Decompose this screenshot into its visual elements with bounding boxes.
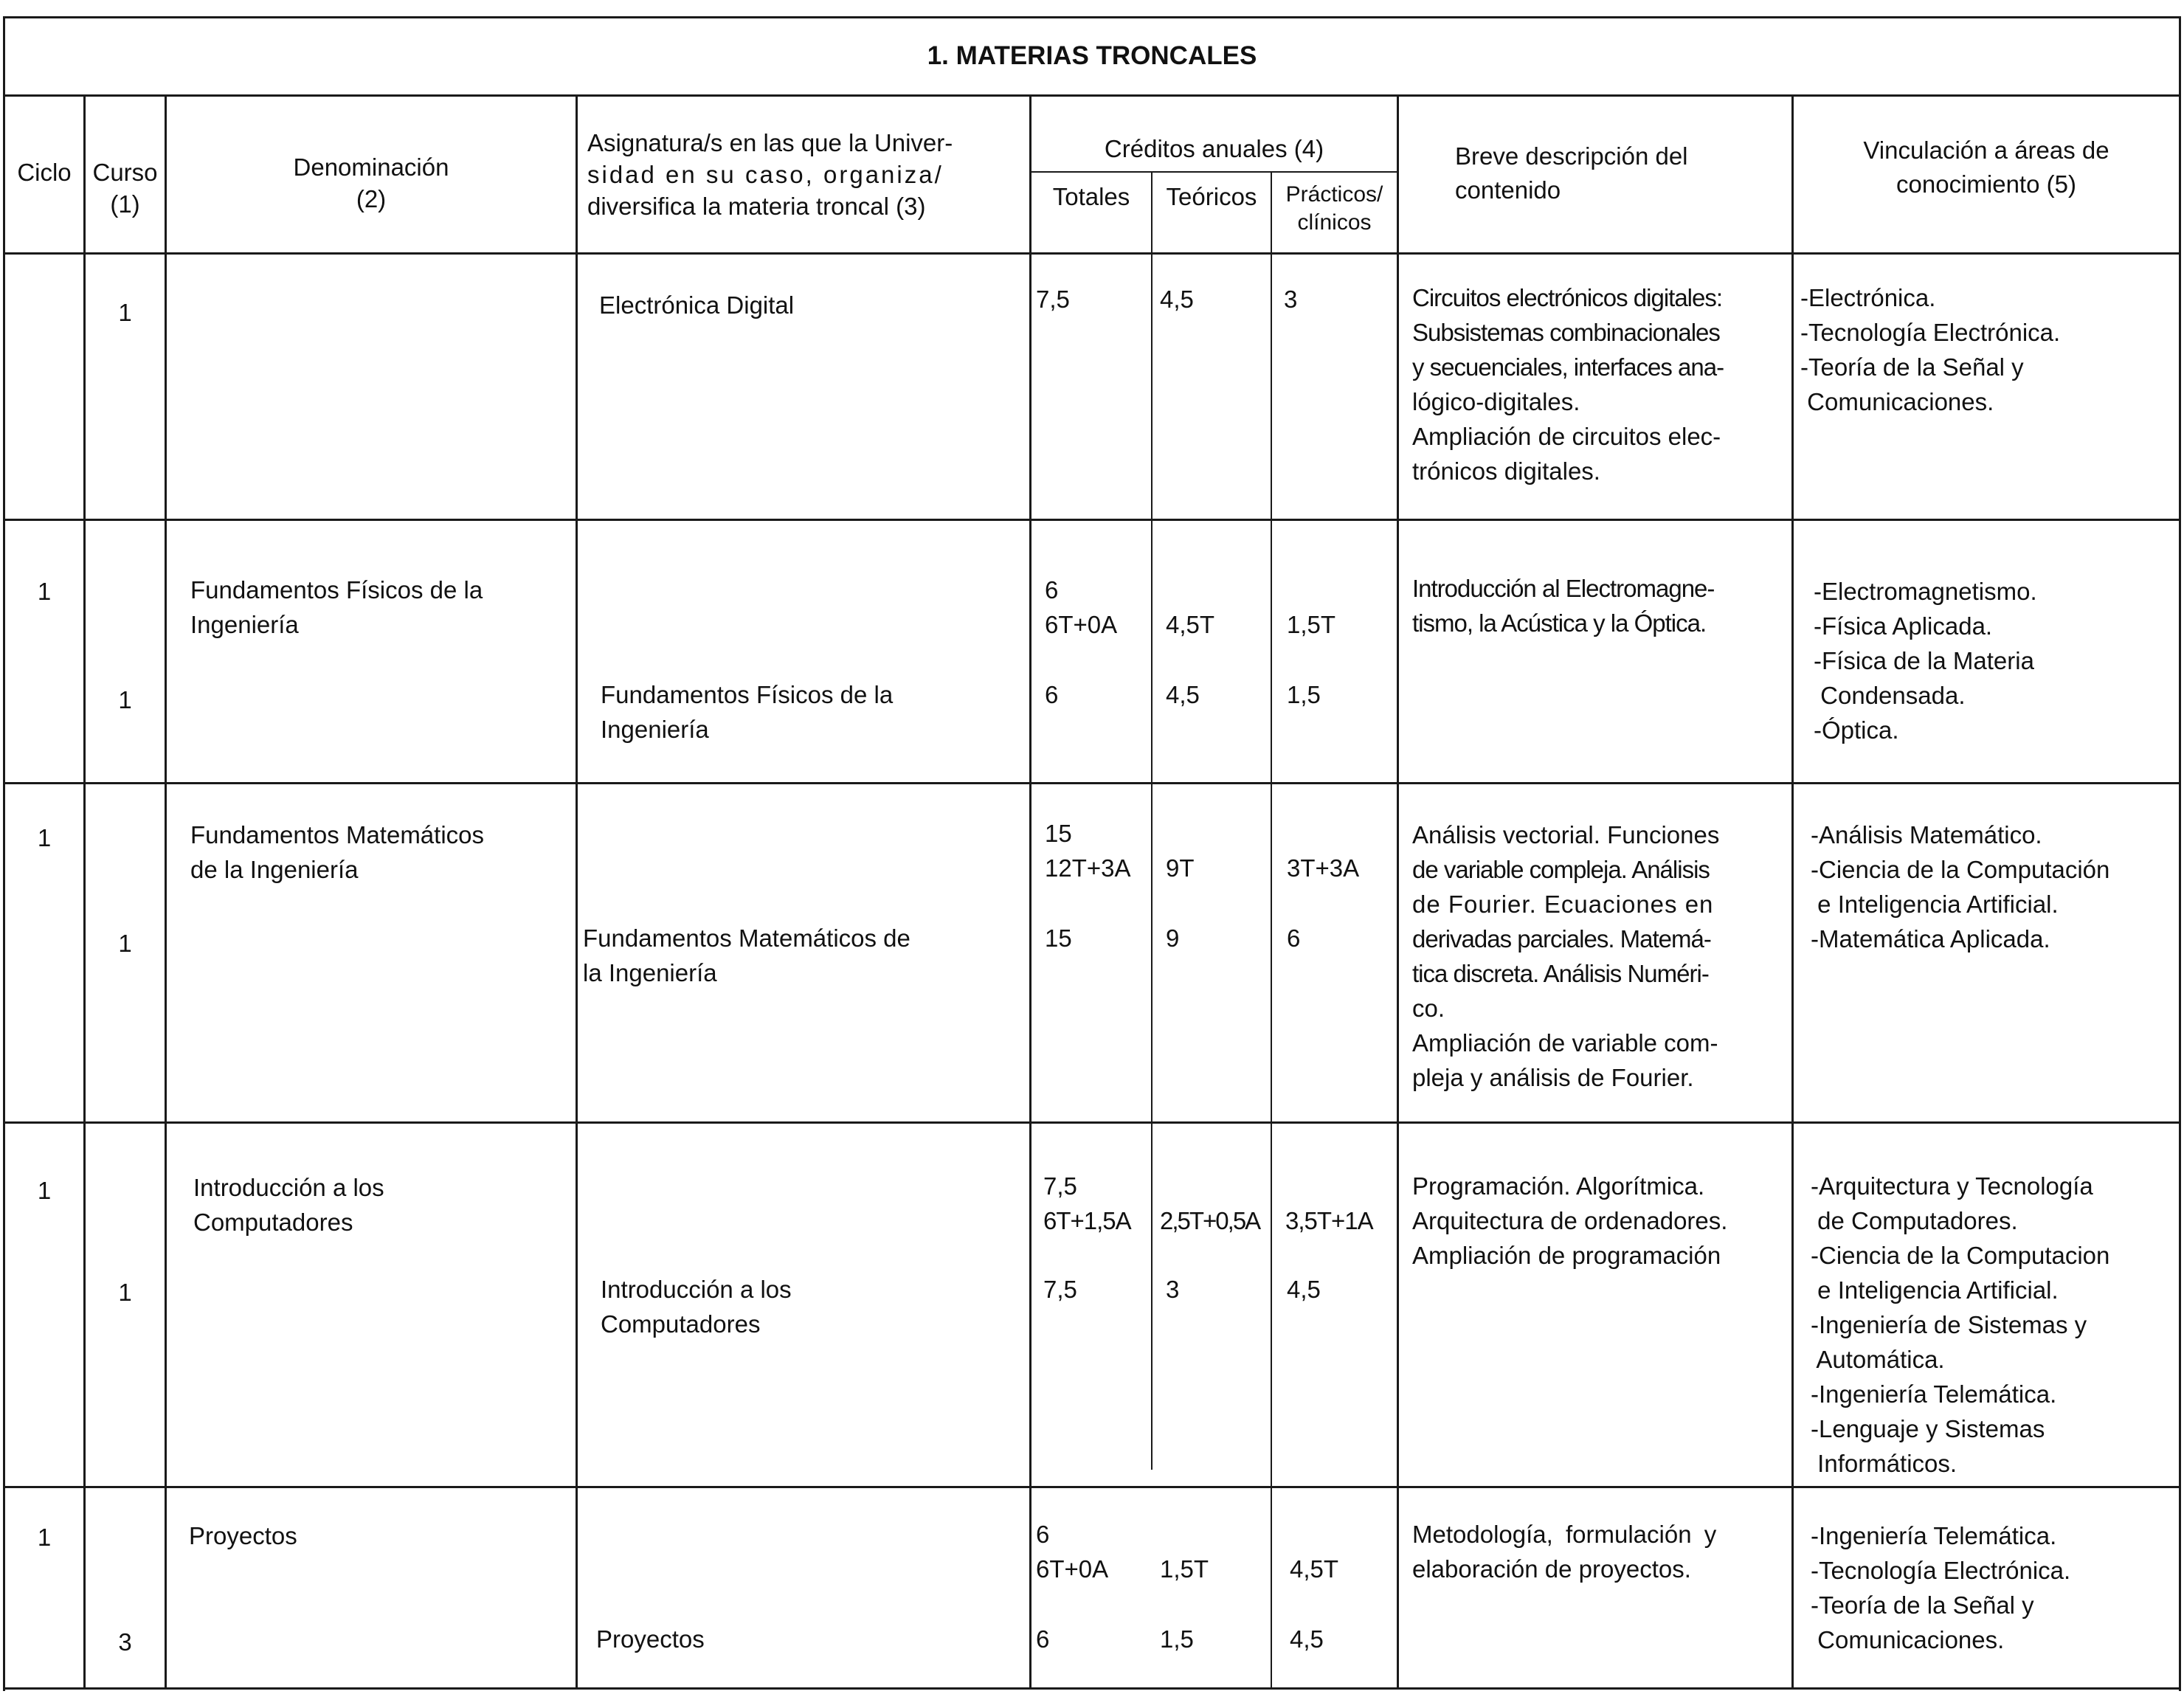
row-descripcion-line: tica discreta. Análisis Numéri- [1412, 960, 1709, 987]
col-rule-asignatura [1029, 94, 1031, 1690]
row-ciclo: 1 [37, 824, 52, 851]
row-curso: 1 [118, 930, 132, 957]
row-vinculacion-line: -Ingeniería Telemática. [1811, 1522, 2057, 1549]
header-denominacion-note: (2) [356, 185, 387, 212]
col-rule-curso [165, 94, 167, 1690]
header-totales: Totales [1052, 183, 1130, 210]
row-practicos: 1,5 [1287, 681, 1321, 708]
row-asignatura: Electrónica Digital [599, 291, 795, 319]
row-ciclo: 1 [37, 1177, 52, 1204]
row-practicos: 4,5 [1290, 1625, 1324, 1653]
row-materia-practicos: 3,5T+1A [1285, 1207, 1373, 1234]
col-rule-descripcion [1791, 94, 1794, 1690]
frame-top [3, 16, 2181, 18]
header-practicos-1: Prácticos/ [1285, 182, 1383, 207]
row-vinculacion-line: -Física de la Materia [1814, 647, 2034, 674]
row-descripcion-line: Ampliación de circuitos elec- [1412, 423, 1721, 450]
row-totales: 7,5 [1036, 286, 1070, 313]
row-denominacion-line: de la Ingeniería [190, 856, 359, 883]
header-creditos: Créditos anuales (4) [1104, 135, 1324, 162]
row-rule-3 [3, 1121, 2181, 1124]
header-asignaturas-2: sidad en su caso, organiza/ [587, 161, 944, 188]
header-asignaturas-3: diversifica la materia troncal (3) [587, 193, 926, 220]
row-descripcion-line: de Fourier. Ecuaciones en [1412, 891, 1714, 918]
row-descripcion-line: derivadas parciales. Matemá- [1412, 925, 1711, 953]
row-vinculacion-line: e Inteligencia Artificial. [1811, 891, 2059, 918]
row-curso: 3 [118, 1628, 132, 1656]
table-title: 1. MATERIAS TRONCALES [927, 41, 1257, 70]
row-asignatura-line: la Ingeniería [583, 959, 717, 986]
title-rule [3, 94, 2181, 97]
header-descripcion-2: contenido [1455, 176, 1561, 204]
row-materia-totales: 15 [1045, 820, 1072, 847]
row-asignatura-line: Fundamentos Físicos de la [601, 681, 894, 708]
col-rule-ciclo [83, 94, 86, 1690]
row-descripcion-line: y secuenciales, interfaces ana- [1412, 353, 1724, 381]
row-vinculacion-line: -Teoría de la Señal y [1811, 1591, 2034, 1619]
col-rule-teoricos [1271, 171, 1272, 1690]
row-asignatura-line: Computadores [601, 1310, 761, 1338]
header-vinculacion-2: conocimiento (5) [1896, 170, 2076, 198]
row-denominacion-line: Fundamentos Matemáticos [190, 821, 485, 848]
row-descripcion-line: Subsistemas combinacionales [1412, 319, 1720, 346]
row-rule-1 [3, 519, 2181, 521]
header-descripcion-1: Breve descripción del [1455, 142, 1688, 170]
row-vinculacion-line: de Computadores. [1811, 1207, 2018, 1234]
row-curso: 1 [118, 1279, 132, 1306]
row-materia-split: 6T+0A [1045, 611, 1118, 638]
col-rule-denominacion [576, 94, 578, 1690]
row-teoricos: 3 [1166, 1276, 1180, 1303]
header-rule [3, 252, 2181, 255]
row-vinculacion-line: -Ingeniería de Sistemas y [1811, 1311, 2087, 1338]
row-rule-4 [3, 1486, 2181, 1488]
row-teoricos: 4,5 [1160, 286, 1194, 313]
row-vinculacion-line: Condensada. [1814, 682, 1966, 709]
row-ciclo: 1 [37, 1524, 52, 1551]
row-descripcion-line: Arquitectura de ordenadores. [1412, 1207, 1728, 1234]
row-descripcion-line: Programación. Algorítmica. [1412, 1172, 1705, 1200]
row-teoricos: 9 [1166, 924, 1180, 952]
row-descripcion-line: co. [1412, 995, 1445, 1022]
row-vinculacion-line: -Teoría de la Señal y [1800, 353, 2024, 381]
row-materia-split: 12T+3A [1045, 854, 1131, 882]
row-vinculacion-line: -Electrónica. [1800, 284, 1936, 311]
header-teoricos: Teóricos [1166, 183, 1257, 210]
header-asignaturas-1: Asignatura/s en las que la Univer- [587, 129, 953, 156]
row-denominacion-line: Ingeniería [190, 611, 299, 638]
row-vinculacion-line: -Arquitectura y Tecnología [1811, 1172, 2093, 1200]
row-vinculacion-line: -Electromagnetismo. [1814, 578, 2037, 605]
row-denominacion-line: Introducción a los [193, 1174, 384, 1201]
row-vinculacion-line: Comunicaciones. [1811, 1626, 2005, 1653]
frame-bottom [3, 1687, 2181, 1690]
row-vinculacion-line: -Tecnología Electrónica. [1811, 1557, 2071, 1584]
row-denominacion-line: Fundamentos Físicos de la [190, 576, 483, 604]
row-descripcion-line: de variable compleja. Análisis [1412, 856, 1710, 883]
row-materia-split: 6T+1,5A [1043, 1207, 1131, 1234]
row-materia-split: 6T+0A [1036, 1555, 1109, 1583]
row-denominacion-line: Computadores [193, 1209, 353, 1236]
header-ciclo: Ciclo [17, 159, 72, 186]
row-vinculacion-line: -Ingeniería Telemática. [1811, 1380, 2057, 1408]
row-asignatura-line: Proyectos [596, 1625, 705, 1653]
row-asignatura-line: Introducción a los [601, 1276, 792, 1303]
row-vinculacion-line: -Tecnología Electrónica. [1800, 319, 2061, 346]
row-materia-teoricos: 9T [1166, 854, 1195, 882]
row-vinculacion-line: -Análisis Matemático. [1811, 821, 2042, 848]
row-descripcion-line: elaboración de proyectos. [1412, 1555, 1691, 1583]
row-descripcion-line: tismo, la Acústica y la Óptica. [1412, 609, 1707, 637]
row-vinculacion-line: -Óptica. [1814, 716, 1899, 744]
header-practicos-2: clínicos [1297, 210, 1372, 235]
row-descripcion-line: lógico-digitales. [1412, 388, 1580, 415]
header-vinculacion-1: Vinculación a áreas de [1863, 136, 2109, 164]
row-materia-practicos: 3T+3A [1287, 854, 1360, 882]
row-descripcion-line: Metodología, formulación y [1412, 1521, 1717, 1548]
row-vinculacion-line: Informáticos. [1811, 1450, 1957, 1477]
row-asignatura-line: Ingeniería [601, 716, 709, 743]
row-materia-totales: 6 [1036, 1521, 1050, 1548]
row-vinculacion-line: Comunicaciones. [1800, 388, 1994, 415]
header-curso-note: (1) [110, 190, 140, 218]
row-materia-teoricos: 2,5T+0,5A [1160, 1207, 1260, 1234]
row-descripcion-line: Ampliación de variable com- [1412, 1029, 1718, 1057]
row-rule-2 [3, 782, 2181, 784]
row-vinculacion-line: -Matemática Aplicada. [1811, 925, 2050, 953]
row-practicos: 6 [1287, 924, 1301, 952]
row-practicos: 4,5 [1287, 1276, 1321, 1303]
row-curso: 1 [118, 299, 132, 326]
row-materia-totales: 7,5 [1043, 1172, 1077, 1200]
row-teoricos: 1,5 [1160, 1625, 1194, 1653]
row-denominacion-line: Proyectos [189, 1522, 297, 1549]
row-descripcion-line: Análisis vectorial. Funciones [1412, 821, 1720, 848]
row-teoricos: 4,5 [1166, 681, 1200, 708]
row-vinculacion-line: -Ciencia de la Computación [1811, 856, 2110, 883]
col-rule-totales [1151, 171, 1153, 1470]
row-curso: 1 [118, 686, 132, 713]
row-totales: 6 [1036, 1625, 1050, 1653]
row-practicos: 3 [1284, 286, 1298, 313]
row-vinculacion-line: -Lenguaje y Sistemas [1811, 1415, 2045, 1442]
row-totales: 15 [1045, 924, 1072, 952]
row-asignatura-line: Fundamentos Matemáticos de [583, 924, 910, 952]
row-materia-practicos: 4,5T [1290, 1555, 1339, 1583]
row-totales: 6 [1045, 681, 1059, 708]
row-vinculacion-line: Automática. [1811, 1346, 1945, 1373]
header-curso: Curso [92, 159, 158, 186]
col-rule-creditos [1397, 94, 1399, 1690]
row-descripcion-line: Circuitos electrónicos digitales: [1412, 284, 1723, 311]
row-materia-practicos: 1,5T [1287, 611, 1336, 638]
row-ciclo: 1 [37, 578, 52, 605]
frame-right [2179, 16, 2181, 1691]
row-vinculacion-line: -Física Aplicada. [1814, 612, 1993, 640]
row-vinculacion-line: -Ciencia de la Computacion [1811, 1242, 2110, 1269]
row-descripcion-line: pleja y análisis de Fourier. [1412, 1064, 1694, 1091]
row-vinculacion-line: e Inteligencia Artificial. [1811, 1276, 2059, 1304]
row-materia-totales: 6 [1045, 576, 1059, 604]
row-descripcion-line: Introducción al Electromagne- [1412, 575, 1715, 602]
creditos-subrule [1030, 171, 1397, 173]
header-denominacion: Denominación [293, 153, 449, 181]
row-descripcion-line: trónicos digitales. [1412, 457, 1600, 485]
row-materia-teoricos: 1,5T [1160, 1555, 1209, 1583]
row-totales: 7,5 [1043, 1276, 1077, 1303]
row-descripcion-line: Ampliación de programación [1412, 1242, 1721, 1269]
row-materia-teoricos: 4,5T [1166, 611, 1215, 638]
